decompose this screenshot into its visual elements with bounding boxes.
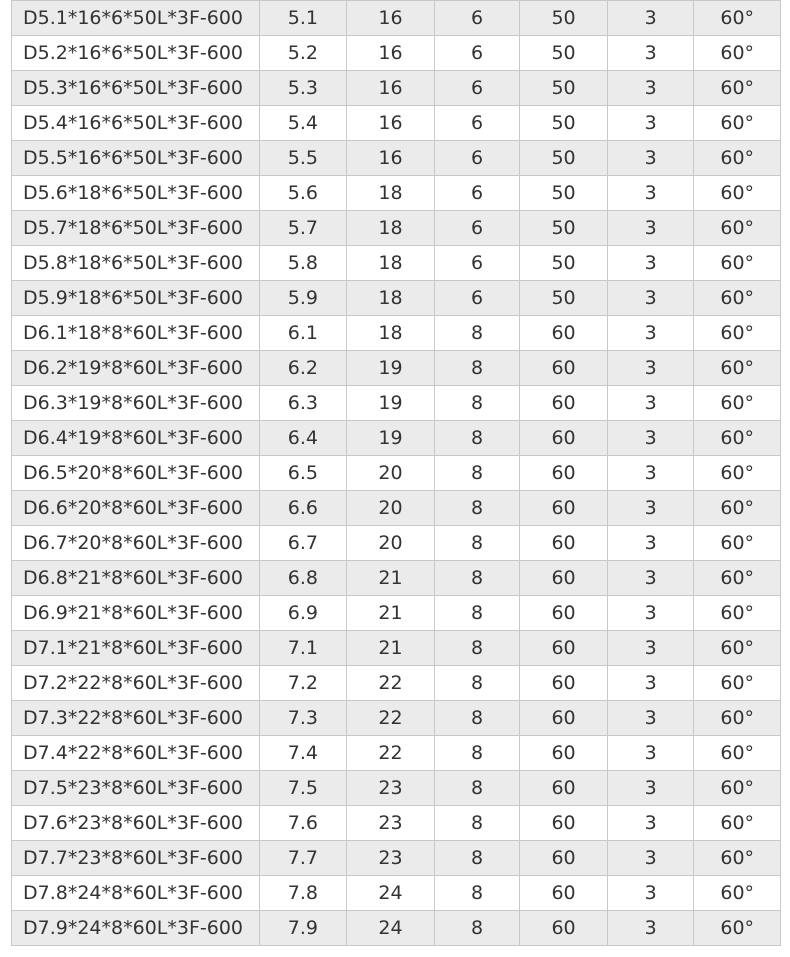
model-cell: D5.5*16*6*50L*3F-600 — [12, 141, 260, 176]
diameter-cell: 5.9 — [259, 281, 347, 316]
angle-cell: 60° — [694, 841, 781, 876]
diameter-cell: 6.6 — [259, 491, 347, 526]
model-cell: D7.6*23*8*60L*3F-600 — [12, 806, 260, 841]
shank-cell: 8 — [434, 561, 520, 596]
table-row — [12, 176, 781, 211]
flutes-cell: 3 — [607, 316, 694, 351]
angle-cell: 60° — [694, 491, 781, 526]
angle-cell: 60° — [694, 386, 781, 421]
flute-length-cell: 24 — [347, 876, 435, 911]
overall-length-cell: 60 — [520, 351, 608, 386]
table-row — [12, 316, 781, 351]
table-row — [12, 36, 781, 71]
flute-length-cell: 18 — [347, 211, 435, 246]
angle-cell: 60° — [694, 806, 781, 841]
flutes-cell: 3 — [607, 876, 694, 911]
shank-cell: 8 — [434, 596, 520, 631]
model-cell: D7.5*23*8*60L*3F-600 — [12, 771, 260, 806]
shank-cell: 8 — [434, 736, 520, 771]
flute-length-cell: 22 — [347, 666, 435, 701]
model-cell: D7.7*23*8*60L*3F-600 — [12, 841, 260, 876]
flutes-cell: 3 — [607, 351, 694, 386]
table-row — [12, 351, 781, 386]
shank-cell: 8 — [434, 631, 520, 666]
flute-length-cell: 18 — [347, 246, 435, 281]
overall-length-cell: 60 — [520, 736, 608, 771]
shank-cell: 6 — [434, 1, 520, 36]
shank-cell: 8 — [434, 456, 520, 491]
angle-cell: 60° — [694, 666, 781, 701]
flutes-cell: 3 — [607, 386, 694, 421]
flute-length-cell: 23 — [347, 771, 435, 806]
flutes-cell: 3 — [607, 561, 694, 596]
angle-cell: 60° — [694, 911, 781, 946]
angle-cell: 60° — [694, 736, 781, 771]
diameter-cell: 5.3 — [259, 71, 347, 106]
angle-cell: 60° — [694, 351, 781, 386]
flute-length-cell: 16 — [347, 141, 435, 176]
table-row — [12, 106, 781, 141]
angle-cell: 60° — [694, 316, 781, 351]
table-row — [12, 1, 781, 36]
flutes-cell: 3 — [607, 456, 694, 491]
model-cell: D6.6*20*8*60L*3F-600 — [12, 491, 260, 526]
table-row — [12, 701, 781, 736]
diameter-cell: 6.4 — [259, 421, 347, 456]
overall-length-cell: 60 — [520, 666, 608, 701]
flutes-cell: 3 — [607, 141, 694, 176]
overall-length-cell: 60 — [520, 631, 608, 666]
angle-cell: 60° — [694, 176, 781, 211]
flute-length-cell: 23 — [347, 841, 435, 876]
model-cell: D6.9*21*8*60L*3F-600 — [12, 596, 260, 631]
flute-length-cell: 24 — [347, 911, 435, 946]
diameter-cell: 7.7 — [259, 841, 347, 876]
shank-cell: 8 — [434, 771, 520, 806]
overall-length-cell: 50 — [520, 106, 608, 141]
angle-cell: 60° — [694, 561, 781, 596]
flute-length-cell: 20 — [347, 526, 435, 561]
overall-length-cell: 60 — [520, 876, 608, 911]
flute-length-cell: 20 — [347, 491, 435, 526]
flutes-cell: 3 — [607, 176, 694, 211]
table-row — [12, 71, 781, 106]
table-row — [12, 526, 781, 561]
flutes-cell: 3 — [607, 771, 694, 806]
diameter-cell: 6.1 — [259, 316, 347, 351]
flute-length-cell: 16 — [347, 106, 435, 141]
angle-cell: 60° — [694, 71, 781, 106]
flute-length-cell: 16 — [347, 36, 435, 71]
table-row — [12, 771, 781, 806]
model-cell: D7.3*22*8*60L*3F-600 — [12, 701, 260, 736]
flutes-cell: 3 — [607, 1, 694, 36]
flute-length-cell: 21 — [347, 596, 435, 631]
flute-length-cell: 19 — [347, 351, 435, 386]
shank-cell: 8 — [434, 491, 520, 526]
angle-cell: 60° — [694, 771, 781, 806]
diameter-cell: 5.7 — [259, 211, 347, 246]
table-row — [12, 736, 781, 771]
shank-cell: 8 — [434, 666, 520, 701]
flutes-cell: 3 — [607, 911, 694, 946]
flute-length-cell: 18 — [347, 281, 435, 316]
overall-length-cell: 50 — [520, 141, 608, 176]
diameter-cell: 5.8 — [259, 246, 347, 281]
angle-cell: 60° — [694, 701, 781, 736]
flutes-cell: 3 — [607, 281, 694, 316]
shank-cell: 8 — [434, 911, 520, 946]
flutes-cell: 3 — [607, 211, 694, 246]
angle-cell: 60° — [694, 596, 781, 631]
diameter-cell: 7.6 — [259, 806, 347, 841]
diameter-cell: 6.5 — [259, 456, 347, 491]
shank-cell: 6 — [434, 106, 520, 141]
shank-cell: 6 — [434, 141, 520, 176]
overall-length-cell: 50 — [520, 246, 608, 281]
flutes-cell: 3 — [607, 526, 694, 561]
table-row — [12, 561, 781, 596]
model-cell: D5.4*16*6*50L*3F-600 — [12, 106, 260, 141]
shank-cell: 8 — [434, 386, 520, 421]
flute-length-cell: 18 — [347, 176, 435, 211]
flutes-cell: 3 — [607, 841, 694, 876]
overall-length-cell: 50 — [520, 211, 608, 246]
model-cell: D6.4*19*8*60L*3F-600 — [12, 421, 260, 456]
overall-length-cell: 50 — [520, 281, 608, 316]
model-cell: D6.8*21*8*60L*3F-600 — [12, 561, 260, 596]
model-cell: D5.9*18*6*50L*3F-600 — [12, 281, 260, 316]
table-row — [12, 421, 781, 456]
angle-cell: 60° — [694, 36, 781, 71]
diameter-cell: 6.7 — [259, 526, 347, 561]
shank-cell: 8 — [434, 351, 520, 386]
table-row — [12, 386, 781, 421]
overall-length-cell: 60 — [520, 841, 608, 876]
angle-cell: 60° — [694, 421, 781, 456]
overall-length-cell: 50 — [520, 176, 608, 211]
shank-cell: 8 — [434, 701, 520, 736]
shank-cell: 8 — [434, 806, 520, 841]
overall-length-cell: 60 — [520, 491, 608, 526]
diameter-cell: 6.2 — [259, 351, 347, 386]
flutes-cell: 3 — [607, 491, 694, 526]
diameter-cell: 5.1 — [259, 1, 347, 36]
overall-length-cell: 50 — [520, 1, 608, 36]
overall-length-cell: 60 — [520, 561, 608, 596]
overall-length-cell: 60 — [520, 421, 608, 456]
angle-cell: 60° — [694, 211, 781, 246]
shank-cell: 6 — [434, 71, 520, 106]
shank-cell: 8 — [434, 841, 520, 876]
flutes-cell: 3 — [607, 106, 694, 141]
angle-cell: 60° — [694, 106, 781, 141]
flute-length-cell: 16 — [347, 1, 435, 36]
overall-length-cell: 60 — [520, 456, 608, 491]
table-row — [12, 211, 781, 246]
angle-cell: 60° — [694, 456, 781, 491]
model-cell: D6.7*20*8*60L*3F-600 — [12, 526, 260, 561]
diameter-cell: 5.5 — [259, 141, 347, 176]
shank-cell: 8 — [434, 421, 520, 456]
model-cell: D5.2*16*6*50L*3F-600 — [12, 36, 260, 71]
overall-length-cell: 60 — [520, 771, 608, 806]
model-cell: D6.1*18*8*60L*3F-600 — [12, 316, 260, 351]
table-row — [12, 876, 781, 911]
model-cell: D7.9*24*8*60L*3F-600 — [12, 911, 260, 946]
diameter-cell: 7.1 — [259, 631, 347, 666]
flutes-cell: 3 — [607, 736, 694, 771]
table-row — [12, 911, 781, 946]
shank-cell: 6 — [434, 176, 520, 211]
angle-cell: 60° — [694, 526, 781, 561]
flutes-cell: 3 — [607, 71, 694, 106]
model-cell: D7.8*24*8*60L*3F-600 — [12, 876, 260, 911]
shank-cell: 6 — [434, 211, 520, 246]
table-row — [12, 141, 781, 176]
diameter-cell: 7.9 — [259, 911, 347, 946]
model-cell: D5.3*16*6*50L*3F-600 — [12, 71, 260, 106]
angle-cell: 60° — [694, 141, 781, 176]
flutes-cell: 3 — [607, 596, 694, 631]
flute-length-cell: 21 — [347, 561, 435, 596]
table-row — [12, 246, 781, 281]
overall-length-cell: 60 — [520, 596, 608, 631]
flute-length-cell: 21 — [347, 631, 435, 666]
overall-length-cell: 50 — [520, 36, 608, 71]
flute-length-cell: 18 — [347, 316, 435, 351]
diameter-cell: 6.9 — [259, 596, 347, 631]
flutes-cell: 3 — [607, 701, 694, 736]
table-row — [12, 596, 781, 631]
model-cell: D7.4*22*8*60L*3F-600 — [12, 736, 260, 771]
table-row — [12, 631, 781, 666]
overall-length-cell: 60 — [520, 316, 608, 351]
overall-length-cell: 60 — [520, 911, 608, 946]
diameter-cell: 7.5 — [259, 771, 347, 806]
angle-cell: 60° — [694, 281, 781, 316]
diameter-cell: 6.3 — [259, 386, 347, 421]
shank-cell: 6 — [434, 281, 520, 316]
table-row — [12, 806, 781, 841]
overall-length-cell: 60 — [520, 701, 608, 736]
overall-length-cell: 60 — [520, 526, 608, 561]
table-row — [12, 841, 781, 876]
flute-length-cell: 19 — [347, 421, 435, 456]
flute-length-cell: 16 — [347, 71, 435, 106]
flute-length-cell: 22 — [347, 701, 435, 736]
angle-cell: 60° — [694, 246, 781, 281]
flutes-cell: 3 — [607, 666, 694, 701]
table-row — [12, 456, 781, 491]
flutes-cell: 3 — [607, 631, 694, 666]
flute-length-cell: 20 — [347, 456, 435, 491]
flute-length-cell: 22 — [347, 736, 435, 771]
shank-cell: 8 — [434, 316, 520, 351]
diameter-cell: 6.8 — [259, 561, 347, 596]
angle-cell: 60° — [694, 1, 781, 36]
diameter-cell: 5.4 — [259, 106, 347, 141]
diameter-cell: 7.8 — [259, 876, 347, 911]
model-cell: D6.5*20*8*60L*3F-600 — [12, 456, 260, 491]
spec-table-body — [12, 1, 781, 946]
model-cell: D7.1*21*8*60L*3F-600 — [12, 631, 260, 666]
model-cell: D5.8*18*6*50L*3F-600 — [12, 246, 260, 281]
model-cell: D5.6*18*6*50L*3F-600 — [12, 176, 260, 211]
table-row — [12, 491, 781, 526]
flutes-cell: 3 — [607, 246, 694, 281]
overall-length-cell: 60 — [520, 806, 608, 841]
angle-cell: 60° — [694, 876, 781, 911]
spec-table — [11, 0, 781, 946]
table-row — [12, 666, 781, 701]
diameter-cell: 7.3 — [259, 701, 347, 736]
model-cell: D6.2*19*8*60L*3F-600 — [12, 351, 260, 386]
shank-cell: 6 — [434, 36, 520, 71]
diameter-cell: 5.2 — [259, 36, 347, 71]
shank-cell: 8 — [434, 876, 520, 911]
flutes-cell: 3 — [607, 36, 694, 71]
diameter-cell: 7.4 — [259, 736, 347, 771]
diameter-cell: 7.2 — [259, 666, 347, 701]
overall-length-cell: 50 — [520, 71, 608, 106]
shank-cell: 8 — [434, 526, 520, 561]
model-cell: D5.1*16*6*50L*3F-600 — [12, 1, 260, 36]
flute-length-cell: 19 — [347, 386, 435, 421]
model-cell: D5.7*18*6*50L*3F-600 — [12, 211, 260, 246]
overall-length-cell: 60 — [520, 386, 608, 421]
flute-length-cell: 23 — [347, 806, 435, 841]
flutes-cell: 3 — [607, 421, 694, 456]
model-cell: D6.3*19*8*60L*3F-600 — [12, 386, 260, 421]
flutes-cell: 3 — [607, 806, 694, 841]
model-cell: D7.2*22*8*60L*3F-600 — [12, 666, 260, 701]
shank-cell: 6 — [434, 246, 520, 281]
table-row — [12, 281, 781, 316]
angle-cell: 60° — [694, 631, 781, 666]
diameter-cell: 5.6 — [259, 176, 347, 211]
